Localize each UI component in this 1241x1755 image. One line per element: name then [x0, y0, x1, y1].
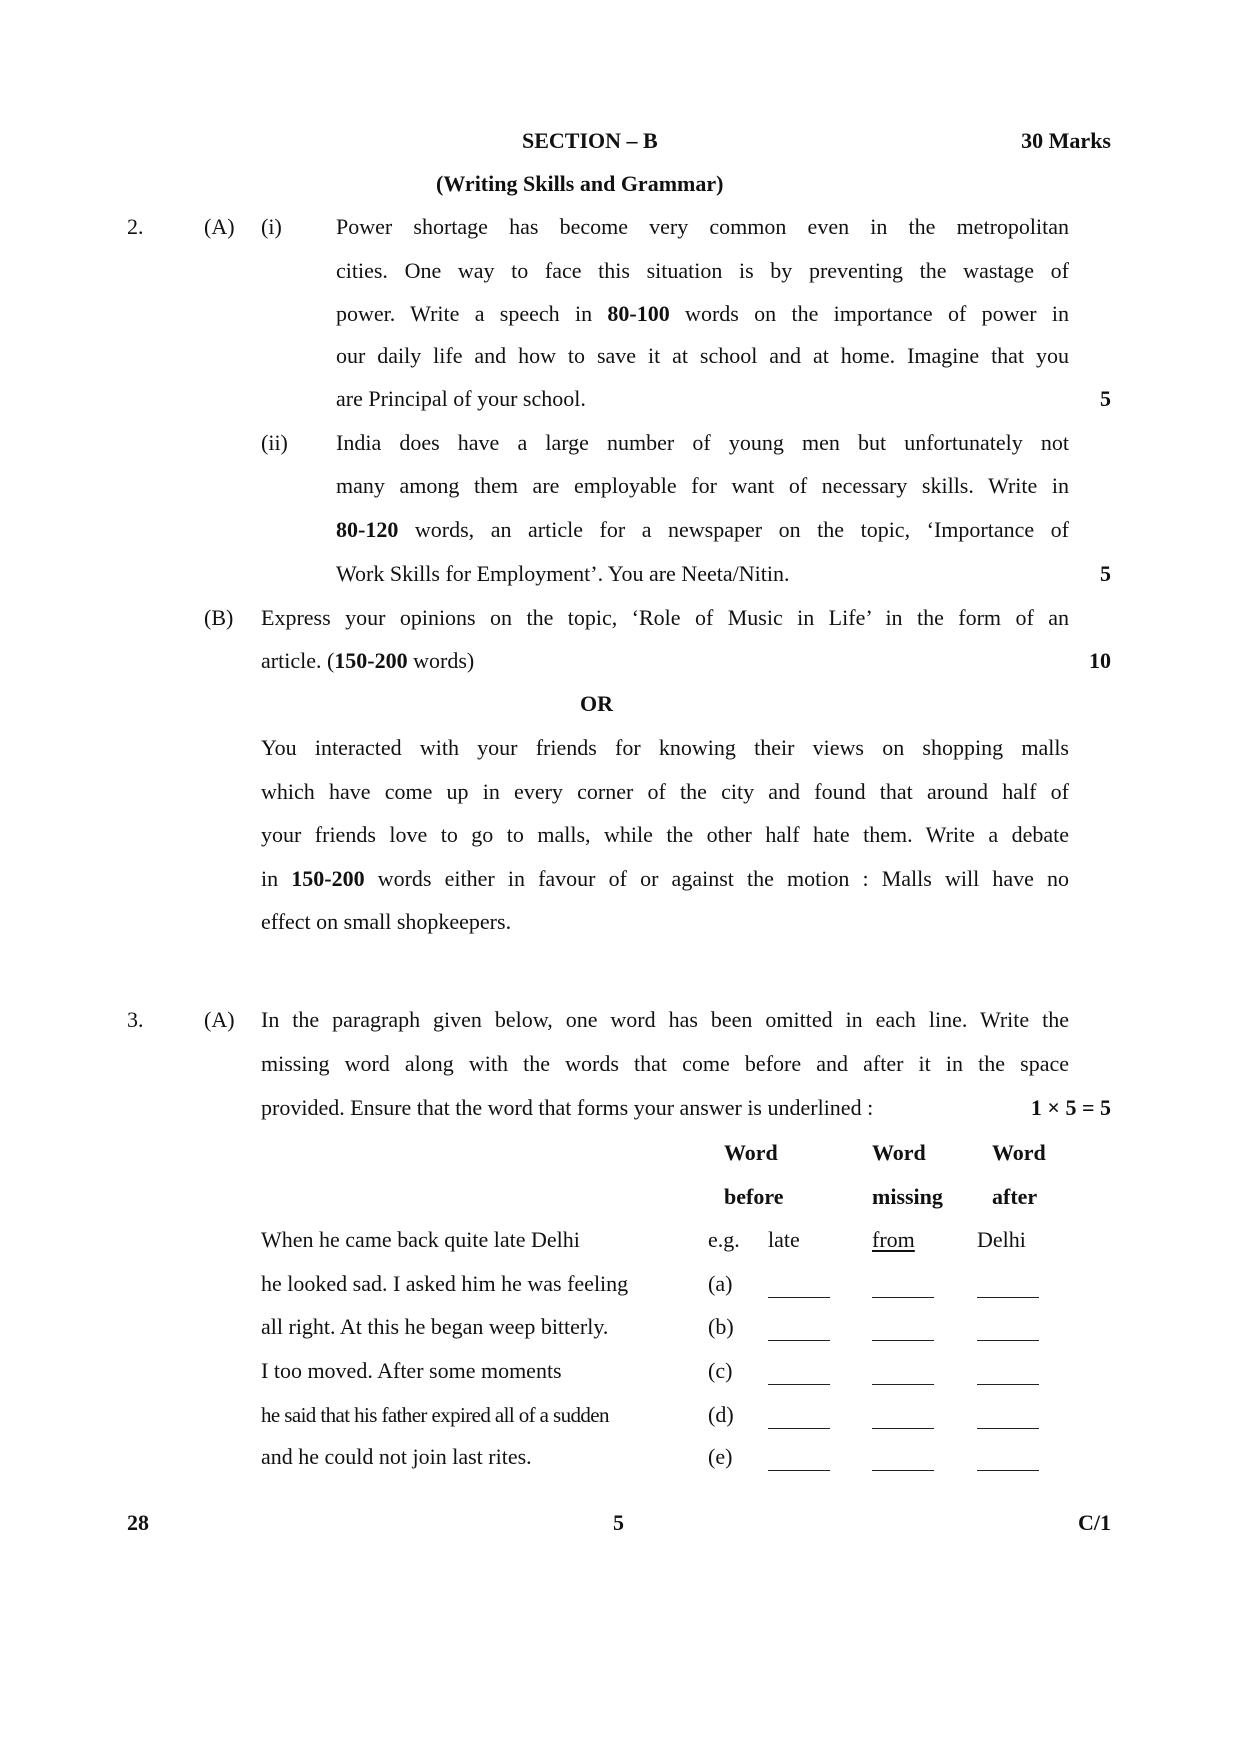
text: words): [407, 648, 475, 673]
question-text-line: which have come up in every corner of the city and found that around half of: [261, 779, 1069, 804]
row-label: (e): [708, 1444, 733, 1469]
word-limit: 80-100: [607, 301, 670, 326]
part-label: (A): [204, 214, 235, 239]
paragraph-line: When he came back quite late Delhi: [261, 1227, 580, 1252]
subpart-label: (ii): [261, 430, 288, 455]
answer-blank-after[interactable]: [977, 1364, 1039, 1385]
example-missing: [872, 1227, 915, 1253]
column-header: Word: [872, 1140, 926, 1165]
underlined-answer: from: [872, 1227, 915, 1252]
row-label: e.g.: [708, 1227, 740, 1252]
paragraph-line: all right. At this he began weep bitterly.: [261, 1314, 609, 1339]
row-label: (b): [708, 1314, 734, 1339]
question-text-line: missing word along with the words that come before and after it in the space: [261, 1051, 1069, 1076]
marks: 5: [1100, 386, 1111, 411]
word-limit: 150-200: [291, 866, 365, 891]
answer-blank-missing[interactable]: [872, 1320, 934, 1341]
word-limit: 80-120: [336, 517, 399, 542]
marks: 10: [1089, 648, 1111, 673]
paragraph-line: I too moved. After some moments: [261, 1358, 562, 1383]
column-header: Word: [724, 1140, 778, 1165]
question-text-line: Express your opinions on the topic, ‘Role of Music in Life’ in the form of an: [261, 605, 1069, 630]
text: words either in favour of or against the motion : Malls will have no: [364, 866, 1069, 891]
answer-blank-after[interactable]: [977, 1450, 1039, 1471]
column-header: missing: [872, 1184, 943, 1209]
marks: 1 × 5 = 5: [1030, 1095, 1111, 1120]
answer-blank-missing[interactable]: [872, 1277, 934, 1298]
example-after: Delhi: [977, 1227, 1026, 1252]
question-text-line: are Principal of your school.: [336, 386, 586, 411]
paragraph-line: he looked sad. I asked him he was feeling: [261, 1271, 629, 1296]
subpart-label: (i): [261, 214, 282, 239]
question-text-line: our daily life and how to save it at school and at home. Imagine that you: [336, 343, 1069, 368]
question-text-line: many among them are employable for want of necessary skills. Write in: [336, 473, 1069, 498]
section-title: SECTION – B: [522, 128, 658, 153]
answer-blank-after[interactable]: [977, 1408, 1039, 1429]
text: article. (: [261, 648, 335, 673]
section-subtitle: (Writing Skills and Grammar): [436, 171, 724, 196]
question-text-line: In the paragraph given below, one word has been omitted in each line. Write the: [261, 1007, 1069, 1032]
question-text-line: [261, 866, 1069, 892]
row-label: (a): [708, 1271, 733, 1296]
answer-blank-before[interactable]: [768, 1277, 830, 1298]
paragraph-line: and he could not join last rites.: [261, 1444, 532, 1469]
question-text-line: cities. One way to face this situation is by preventing the wastage of: [336, 258, 1069, 283]
example-before: late: [768, 1227, 800, 1252]
question-text-line: India does have a large number of young men but unfortunately not: [336, 430, 1069, 455]
question-text-line: You interacted with your friends for knowing their views on shopping malls: [261, 735, 1069, 760]
answer-blank-after[interactable]: [977, 1277, 1039, 1298]
answer-blank-before[interactable]: [768, 1450, 830, 1471]
row-label: (d): [708, 1402, 734, 1427]
question-text-line: effect on small shopkeepers.: [261, 909, 512, 934]
answer-blank-before[interactable]: [768, 1320, 830, 1341]
row-label: (c): [708, 1358, 733, 1383]
footer-set: C/1: [1078, 1510, 1111, 1535]
page-number: 5: [613, 1510, 624, 1535]
section-marks: 30 Marks: [1021, 128, 1111, 153]
answer-blank-after[interactable]: [977, 1320, 1039, 1341]
part-label: (B): [204, 605, 234, 630]
question-number: 2.: [127, 214, 144, 239]
part-label: (A): [204, 1007, 235, 1032]
paragraph-line: he said that his father expired all of a sudden: [261, 1403, 609, 1427]
column-header: after: [992, 1184, 1038, 1209]
question-text-line: Power shortage has become very common even in the metropolitan: [336, 214, 1069, 239]
question-text-line: Work Skills for Employment’. You are Neeta/Nitin.: [336, 561, 790, 586]
answer-blank-before[interactable]: [768, 1408, 830, 1429]
answer-blank-before[interactable]: [768, 1364, 830, 1385]
text: words on the importance of power in: [669, 301, 1069, 326]
column-header: before: [724, 1184, 784, 1209]
footer-code: 28: [127, 1510, 149, 1535]
question-text-line: [336, 517, 1069, 543]
question-number: 3.: [127, 1007, 144, 1032]
answer-blank-missing[interactable]: [872, 1450, 934, 1471]
column-header: Word: [992, 1140, 1046, 1165]
marks: 5: [1100, 561, 1111, 586]
word-limit: 150-200: [334, 648, 408, 673]
or-separator: OR: [580, 691, 613, 716]
answer-blank-missing[interactable]: [872, 1364, 934, 1385]
text: power. Write a speech in: [336, 301, 608, 326]
text: words, an article for a newspaper on the topic, ‘Importance of: [398, 517, 1069, 542]
question-text-line: [336, 301, 1069, 327]
answer-blank-missing[interactable]: [872, 1408, 934, 1429]
text: in: [261, 866, 292, 891]
question-text-line: [261, 648, 474, 674]
question-text-line: your friends love to go to malls, while the other half hate them. Write a debate: [261, 822, 1069, 847]
question-text-line: provided. Ensure that the word that forms your answer is underlined :: [261, 1095, 874, 1120]
